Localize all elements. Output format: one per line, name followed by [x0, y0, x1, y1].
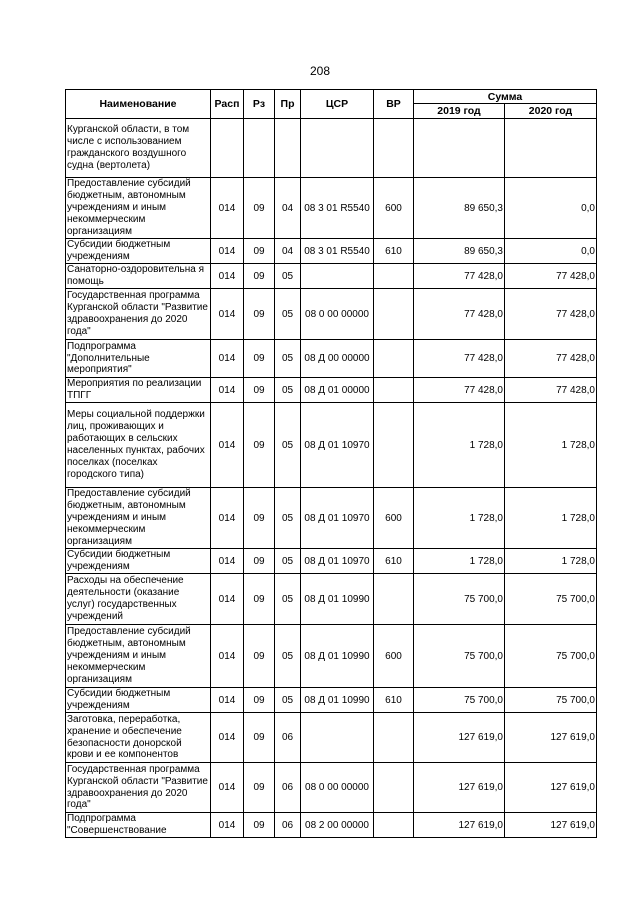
row-vr	[374, 574, 414, 625]
table-row	[66, 688, 597, 713]
row-rz: 09	[244, 713, 275, 763]
row-pr: 05	[275, 688, 301, 713]
row-name: Субсидии бюджетным учреждениям	[66, 239, 211, 264]
header-year-2019: 2019 год	[414, 104, 505, 119]
row-csr: 08 Д 00 00000	[301, 340, 374, 378]
row-rasp: 014	[211, 178, 244, 239]
row-csr: 08 Д 01 10990	[301, 574, 374, 625]
row-vr	[374, 119, 414, 178]
row-sum-2019: 75 700,0	[414, 625, 505, 688]
row-name: Предоставление субсидий бюджетным, автономным учреждениям и иным некоммерческим организациям	[66, 178, 211, 239]
row-rz: 09	[244, 378, 275, 403]
row-rz: 09	[244, 625, 275, 688]
table-row	[66, 119, 597, 178]
row-pr: 05	[275, 625, 301, 688]
table-row	[66, 289, 597, 340]
row-pr: 06	[275, 813, 301, 838]
row-csr: 08 Д 01 10970	[301, 488, 374, 549]
table-row	[66, 488, 597, 549]
row-sum-2019: 127 619,0	[414, 713, 505, 763]
row-name: Заготовка, переработка, хранение и обеспечение безопасности донорской крови и ее компонентов	[66, 713, 211, 763]
table-row	[66, 378, 597, 403]
row-pr: 05	[275, 549, 301, 574]
row-csr: 08 0 00 00000	[301, 763, 374, 813]
row-sum-2020: 127 619,0	[505, 813, 597, 838]
row-csr	[301, 119, 374, 178]
row-vr	[374, 378, 414, 403]
row-sum-2019: 1 728,0	[414, 488, 505, 549]
row-sum-2020: 75 700,0	[505, 625, 597, 688]
row-rz	[244, 119, 275, 178]
row-rasp: 014	[211, 713, 244, 763]
row-csr: 08 3 01 R5540	[301, 239, 374, 264]
row-rasp: 014	[211, 289, 244, 340]
row-sum-2019	[414, 119, 505, 178]
row-csr	[301, 713, 374, 763]
header-year-2020: 2020 год	[505, 104, 597, 119]
row-sum-2019: 89 650,3	[414, 178, 505, 239]
row-rz: 09	[244, 488, 275, 549]
row-rz: 09	[244, 264, 275, 289]
row-sum-2020: 77 428,0	[505, 340, 597, 378]
row-pr: 04	[275, 239, 301, 264]
row-csr: 08 Д 01 10990	[301, 688, 374, 713]
row-name: Меры социальной поддержки лиц, проживающих и работающих в сельских населенных пунктах, рабочих поселках (поселках городского типа)	[66, 403, 211, 488]
row-rasp	[211, 119, 244, 178]
row-rz: 09	[244, 289, 275, 340]
table-header	[66, 90, 597, 119]
row-name: Расходы на обеспечение деятельности (оказание услуг) государственных учреждений	[66, 574, 211, 625]
row-pr: 05	[275, 378, 301, 403]
table-row	[66, 574, 597, 625]
table-row	[66, 713, 597, 763]
row-name: Субсидии бюджетным учреждениям	[66, 549, 211, 574]
row-sum-2020: 77 428,0	[505, 289, 597, 340]
row-name: Курганской области, в том числе с использованием гражданского воздушного судна (вертолета)	[66, 119, 211, 178]
row-sum-2019: 1 728,0	[414, 403, 505, 488]
table-row	[66, 549, 597, 574]
row-rz: 09	[244, 340, 275, 378]
row-sum-2019: 77 428,0	[414, 264, 505, 289]
row-sum-2020: 1 728,0	[505, 549, 597, 574]
row-rz: 09	[244, 403, 275, 488]
row-rasp: 014	[211, 574, 244, 625]
row-name: Санаторно-оздоровительна я помощь	[66, 264, 211, 289]
row-name: Государственная программа Курганской области "Развитие здравоохранения до 2020 года"	[66, 763, 211, 813]
row-csr: 08 Д 01 10990	[301, 625, 374, 688]
row-sum-2020: 77 428,0	[505, 378, 597, 403]
row-sum-2019: 127 619,0	[414, 763, 505, 813]
row-pr: 05	[275, 340, 301, 378]
row-vr	[374, 813, 414, 838]
row-csr: 08 Д 01 10970	[301, 549, 374, 574]
row-csr: 08 3 01 R5540	[301, 178, 374, 239]
table-row	[66, 264, 597, 289]
row-vr	[374, 340, 414, 378]
header-vr: ВР	[374, 90, 414, 119]
row-rz: 09	[244, 688, 275, 713]
row-vr	[374, 289, 414, 340]
row-rasp: 014	[211, 340, 244, 378]
row-rz: 09	[244, 239, 275, 264]
row-name: Мероприятия по реализации ТПГГ	[66, 378, 211, 403]
table-body	[66, 119, 597, 838]
row-sum-2019: 77 428,0	[414, 378, 505, 403]
row-name: Подпрограмма "Дополнительные мероприятия"	[66, 340, 211, 378]
row-sum-2020: 75 700,0	[505, 688, 597, 713]
header-rasp: Расп	[211, 90, 244, 119]
row-sum-2019: 77 428,0	[414, 289, 505, 340]
row-vr: 610	[374, 549, 414, 574]
row-rz: 09	[244, 813, 275, 838]
row-sum-2020	[505, 119, 597, 178]
row-vr: 610	[374, 688, 414, 713]
header-summa: Сумма	[414, 90, 597, 104]
row-sum-2020: 127 619,0	[505, 713, 597, 763]
row-pr: 05	[275, 264, 301, 289]
row-rz: 09	[244, 574, 275, 625]
row-sum-2020: 127 619,0	[505, 763, 597, 813]
row-rasp: 014	[211, 378, 244, 403]
table-row	[66, 763, 597, 813]
row-rz: 09	[244, 549, 275, 574]
row-vr	[374, 264, 414, 289]
row-pr: 05	[275, 403, 301, 488]
row-rz: 09	[244, 763, 275, 813]
row-sum-2019: 77 428,0	[414, 340, 505, 378]
row-rasp: 014	[211, 549, 244, 574]
row-sum-2019: 127 619,0	[414, 813, 505, 838]
budget-table	[65, 89, 597, 838]
row-pr: 05	[275, 289, 301, 340]
header-csr: ЦСР	[301, 90, 374, 119]
row-pr: 05	[275, 488, 301, 549]
row-csr: 08 Д 01 10970	[301, 403, 374, 488]
row-rasp: 014	[211, 688, 244, 713]
row-csr: 08 2 00 00000	[301, 813, 374, 838]
row-vr: 600	[374, 625, 414, 688]
row-rasp: 014	[211, 625, 244, 688]
row-sum-2019: 1 728,0	[414, 549, 505, 574]
page-number: 208	[309, 64, 331, 78]
header-name: Наименование	[66, 90, 211, 119]
row-name: Предоставление субсидий бюджетным, автономным учреждениям и иным некоммерческим организациям	[66, 625, 211, 688]
row-pr: 04	[275, 178, 301, 239]
row-rasp: 014	[211, 264, 244, 289]
row-rasp: 014	[211, 403, 244, 488]
table-row	[66, 403, 597, 488]
header-rz: Рз	[244, 90, 275, 119]
row-rasp: 014	[211, 239, 244, 264]
row-csr: 08 Д 01 00000	[301, 378, 374, 403]
row-vr	[374, 713, 414, 763]
row-name: Подпрограмма "Совершенствование	[66, 813, 211, 838]
row-sum-2019: 75 700,0	[414, 574, 505, 625]
row-vr: 610	[374, 239, 414, 264]
table-row	[66, 625, 597, 688]
row-sum-2020: 75 700,0	[505, 574, 597, 625]
table-row	[66, 239, 597, 264]
row-rasp: 014	[211, 488, 244, 549]
row-pr: 06	[275, 763, 301, 813]
row-csr	[301, 264, 374, 289]
row-vr	[374, 763, 414, 813]
row-sum-2019: 89 650,3	[414, 239, 505, 264]
table-row	[66, 813, 597, 838]
row-rasp: 014	[211, 763, 244, 813]
table-row	[66, 178, 597, 239]
row-vr: 600	[374, 178, 414, 239]
row-sum-2020: 0,0	[505, 178, 597, 239]
row-pr: 06	[275, 713, 301, 763]
row-sum-2020: 1 728,0	[505, 488, 597, 549]
row-name: Государственная программа Курганской области "Развитие здравоохранения до 2020 года"	[66, 289, 211, 340]
row-rasp: 014	[211, 813, 244, 838]
row-vr	[374, 403, 414, 488]
row-name: Предоставление субсидий бюджетным, автономным учреждениям и иным некоммерческим организациям	[66, 488, 211, 549]
row-sum-2020: 1 728,0	[505, 403, 597, 488]
row-sum-2019: 75 700,0	[414, 688, 505, 713]
row-rz: 09	[244, 178, 275, 239]
row-vr: 600	[374, 488, 414, 549]
row-sum-2020: 0,0	[505, 239, 597, 264]
table-row	[66, 340, 597, 378]
row-name: Субсидии бюджетным учреждениям	[66, 688, 211, 713]
row-csr: 08 0 00 00000	[301, 289, 374, 340]
row-pr	[275, 119, 301, 178]
row-sum-2020: 77 428,0	[505, 264, 597, 289]
header-pr: Пр	[275, 90, 301, 119]
row-pr: 05	[275, 574, 301, 625]
